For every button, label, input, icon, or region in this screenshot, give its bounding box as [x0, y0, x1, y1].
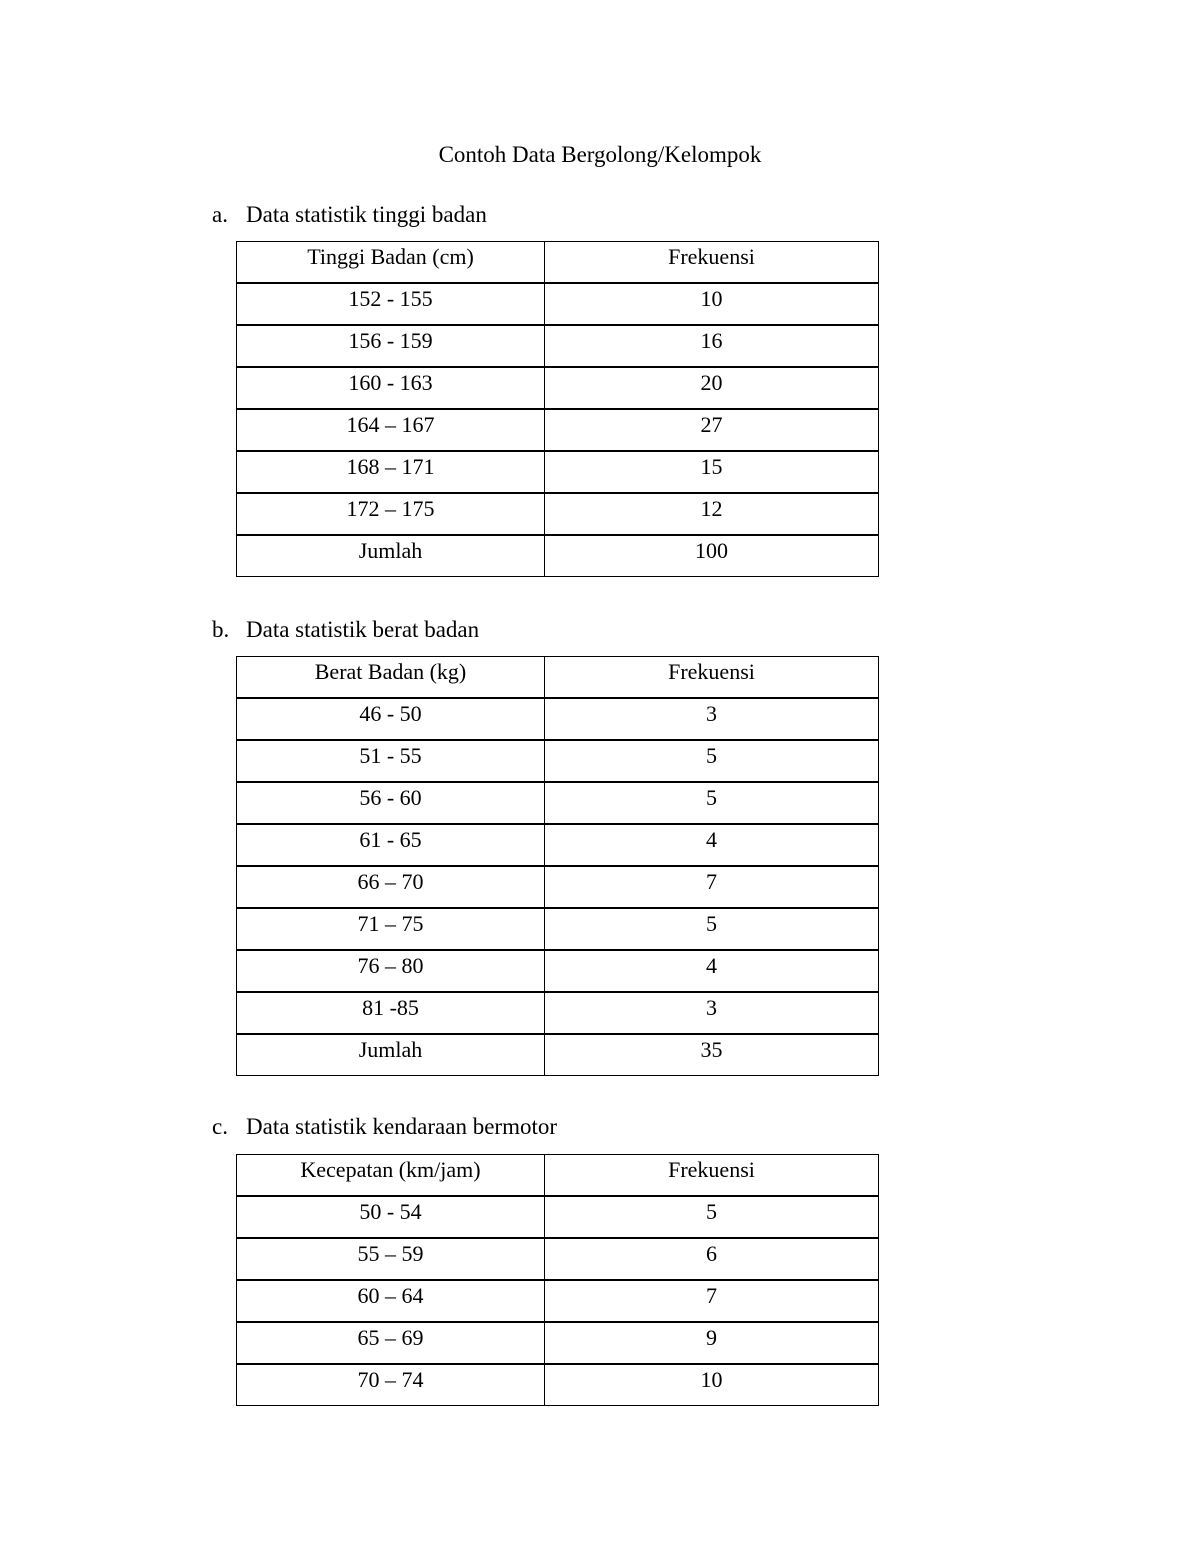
table-row: [237, 698, 879, 740]
table-row: [237, 866, 879, 908]
table-row: [237, 283, 879, 325]
frequency-cell: 4: [545, 824, 879, 866]
frequency-cell: 10: [545, 283, 879, 325]
table-header-row: [237, 1155, 879, 1197]
table-row: [237, 1238, 879, 1280]
table-header-row: [237, 242, 879, 284]
interval-cell: 160 - 163: [237, 367, 545, 409]
table-row: [237, 992, 879, 1034]
list-marker: b.: [212, 617, 230, 642]
frequency-cell: 3: [545, 992, 879, 1034]
weight-frequency-table: [236, 656, 879, 1076]
frequency-cell: 3: [545, 698, 879, 740]
table-header-row: [237, 657, 879, 699]
interval-cell: 71 – 75: [237, 908, 545, 950]
total-label-cell: Jumlah: [237, 1034, 545, 1076]
frequency-cell: 6: [545, 1238, 879, 1280]
frequency-cell: 5: [545, 1196, 879, 1238]
interval-cell: 70 – 74: [237, 1364, 545, 1406]
frequency-cell: 16: [545, 325, 879, 367]
interval-cell: 55 – 59: [237, 1238, 545, 1280]
interval-cell: 168 – 171: [237, 451, 545, 493]
interval-cell: 66 – 70: [237, 866, 545, 908]
table-row: [237, 409, 879, 451]
column-header: Tinggi Badan (cm): [237, 242, 545, 284]
table-row: [237, 1280, 879, 1322]
interval-cell: 46 - 50: [237, 698, 545, 740]
frequency-cell: 9: [545, 1322, 879, 1364]
section-heading-c: [212, 1112, 557, 1142]
table-row: [237, 824, 879, 866]
column-header: Berat Badan (kg): [237, 657, 545, 699]
section-heading-b: [212, 615, 479, 645]
frequency-cell: 20: [545, 367, 879, 409]
frequency-cell: 4: [545, 950, 879, 992]
column-header: Kecepatan (km/jam): [237, 1155, 545, 1197]
interval-cell: 50 - 54: [237, 1196, 545, 1238]
frequency-cell: 10: [545, 1364, 879, 1406]
total-value-cell: 35: [545, 1034, 879, 1076]
table-row: [237, 325, 879, 367]
total-value-cell: 100: [545, 535, 879, 577]
frequency-cell: 12: [545, 493, 879, 535]
height-frequency-table: [236, 241, 879, 577]
interval-cell: 56 - 60: [237, 782, 545, 824]
table-row: [237, 451, 879, 493]
frequency-cell: 15: [545, 451, 879, 493]
interval-cell: 60 – 64: [237, 1280, 545, 1322]
section-title: Data statistik tinggi badan: [246, 202, 487, 227]
table-row: [237, 367, 879, 409]
table-total-row: [237, 535, 879, 577]
column-header: Frekuensi: [545, 1155, 879, 1197]
section-title: Data statistik kendaraan bermotor: [246, 1114, 558, 1139]
interval-cell: 164 – 167: [237, 409, 545, 451]
section-heading-a: [212, 200, 487, 230]
table-total-row: [237, 1034, 879, 1076]
column-header: Frekuensi: [545, 657, 879, 699]
interval-cell: 81 -85: [237, 992, 545, 1034]
table-row: [237, 740, 879, 782]
total-label-cell: Jumlah: [237, 535, 545, 577]
frequency-cell: 5: [545, 782, 879, 824]
interval-cell: 156 - 159: [237, 325, 545, 367]
frequency-cell: 7: [545, 1280, 879, 1322]
frequency-cell: 27: [545, 409, 879, 451]
speed-frequency-table: [236, 1154, 879, 1406]
frequency-cell: 7: [545, 866, 879, 908]
list-marker: c.: [212, 1114, 228, 1139]
table-row: [237, 950, 879, 992]
table-row: [237, 782, 879, 824]
interval-cell: 61 - 65: [237, 824, 545, 866]
column-header: Frekuensi: [545, 242, 879, 284]
frequency-cell: 5: [545, 740, 879, 782]
table-row: [237, 908, 879, 950]
table-row: [237, 1322, 879, 1364]
list-marker: a.: [212, 202, 228, 227]
interval-cell: 76 – 80: [237, 950, 545, 992]
interval-cell: 51 - 55: [237, 740, 545, 782]
table-row: [237, 1364, 879, 1406]
table-row: [237, 493, 879, 535]
interval-cell: 152 - 155: [237, 283, 545, 325]
frequency-cell: 5: [545, 908, 879, 950]
interval-cell: 65 – 69: [237, 1322, 545, 1364]
table-row: [237, 1196, 879, 1238]
section-title: Data statistik berat badan: [246, 617, 480, 642]
page-title: Contoh Data Bergolong/Kelompok: [438, 142, 762, 167]
interval-cell: 172 – 175: [237, 493, 545, 535]
